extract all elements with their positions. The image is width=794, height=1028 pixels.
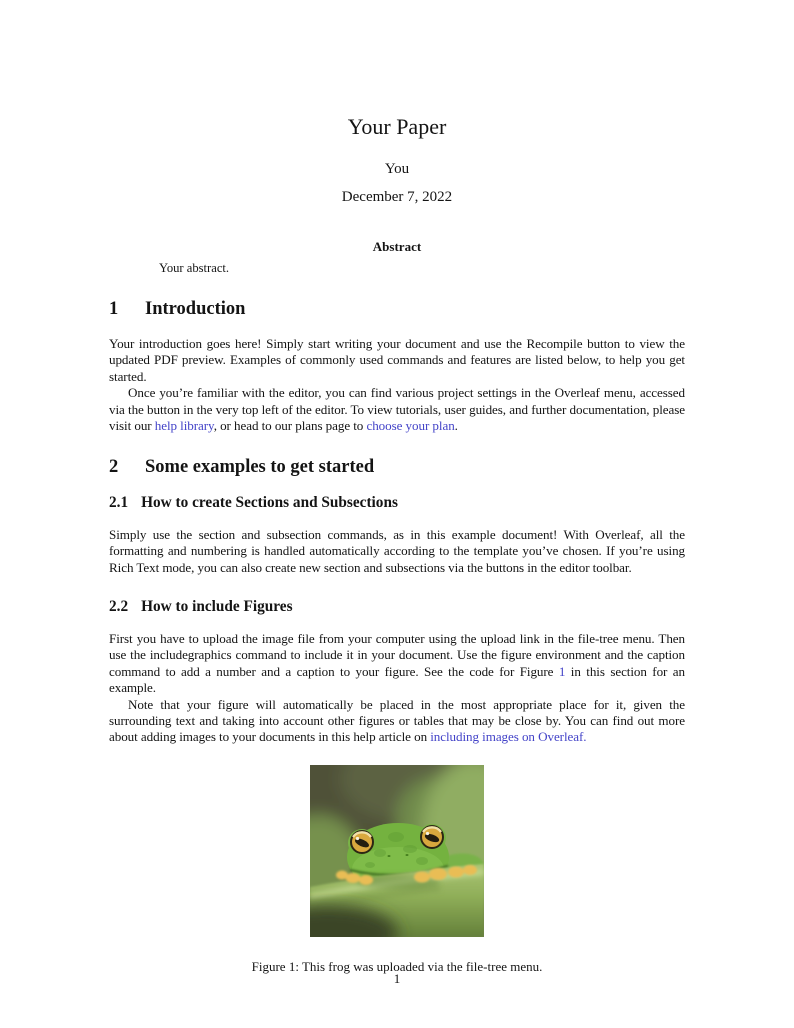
section-1-title: Introduction xyxy=(145,299,246,320)
help-library-link[interactable]: help library xyxy=(154,418,214,434)
subsection-2-1-number: 2.1 xyxy=(109,494,129,512)
frog-photo xyxy=(310,765,484,937)
subsection-2-2-title: How to include Figures xyxy=(141,598,293,616)
section-1-heading xyxy=(109,299,685,320)
figures-p1-text-a: First you have to upload the image file from your computer using the upload link in the file-tree menu. Then use the includegraphics command to include it in your document. Use the figure environment and the caption command to add a number and a caption to your figure. See the code for Figure xyxy=(109,631,685,679)
subsection-2-1-title: How to create Sections and Subsections xyxy=(141,494,398,512)
figure-1 xyxy=(109,765,685,975)
figure-1-caption: Figure 1: This frog was uploaded via the file-tree menu. xyxy=(251,958,543,974)
section-1-number: 1 xyxy=(109,299,119,320)
section-2-number: 2 xyxy=(109,457,119,478)
section-2-title: Some examples to get started xyxy=(145,457,375,478)
subsection-2-1-heading xyxy=(109,494,685,512)
paper-content xyxy=(109,0,685,975)
intro-p2-text-c: . xyxy=(454,418,458,434)
subsection-2-1-paragraph: Simply use the section and subsection commands, as in this example document! With Overleaf, all the formatting and numbering is handled automatically according to the template you’ve chosen. If you’re using Rich Text mode, you can also create new section and subsections via the buttons in the editor toolbar. xyxy=(109,526,685,575)
figures-paragraph-2 xyxy=(109,697,685,746)
figures-p1-text-b: in this section for an example. xyxy=(109,663,685,696)
intro-p2-text-a: Once you’re familiar with the editor, you can find various project settings in the Overleaf menu, accessed via the button in the very top left of the editor. To view tutorials, user guides, and further documentation, please visit our xyxy=(109,385,685,434)
including-images-link[interactable]: including images on Overleaf. xyxy=(430,729,587,745)
figures-p2-text-a: Note that your figure will automatically be placed in the most appropriate place for it, given the surrounding text and taking into account other figures or tables that may be close by. You can find out more about adding images to your documents in this help article on xyxy=(109,696,685,745)
page-number: 1 xyxy=(393,971,401,986)
subsection-2-2-number: 2.2 xyxy=(109,598,129,616)
intro-paragraph-2 xyxy=(109,385,685,434)
section-2-heading xyxy=(109,457,685,478)
abstract-heading: Abstract xyxy=(372,239,422,255)
paper-author: You xyxy=(384,161,410,178)
choose-your-plan-link[interactable]: choose your plan xyxy=(366,418,455,434)
intro-paragraph-1: Your introduction goes here! Simply start writing your document and use the Recompile button to view the updated PDF preview. Examples of commonly used commands and features are listed below, to help you get started. xyxy=(109,336,685,384)
figure-1-ref-link[interactable]: 1 xyxy=(558,663,566,679)
figures-paragraph-1 xyxy=(109,631,685,697)
paper-title: Your Paper xyxy=(347,114,447,139)
abstract-text: Your abstract. xyxy=(159,261,230,276)
intro-p2-text-b: , or head to our plans page to xyxy=(213,418,367,434)
subsection-2-2-heading xyxy=(109,598,685,616)
paper-date: December 7, 2022 xyxy=(341,189,453,206)
